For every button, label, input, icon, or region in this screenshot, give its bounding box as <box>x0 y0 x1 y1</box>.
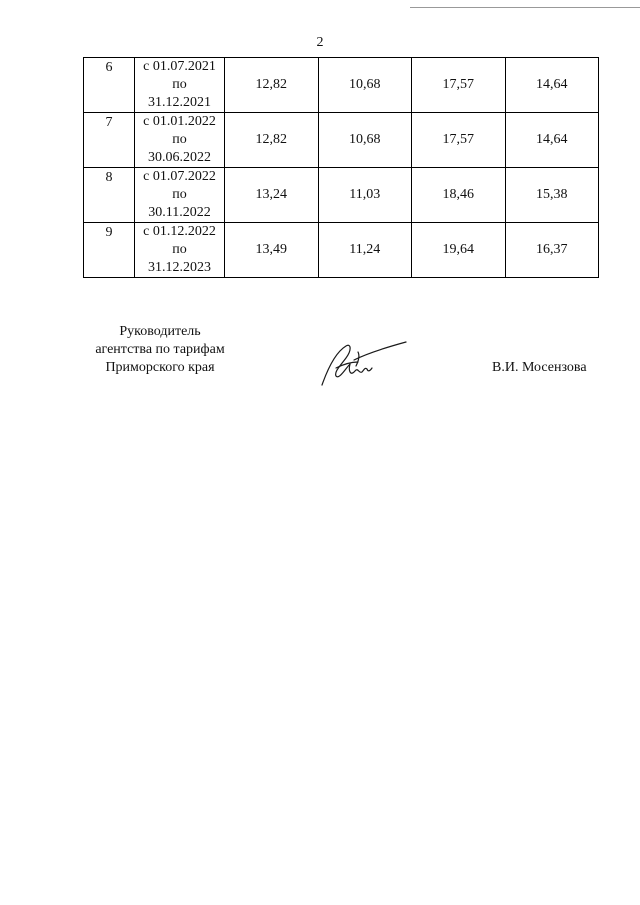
period-line: по <box>172 187 187 202</box>
tariff-value-cell: 14,64 <box>505 58 599 113</box>
period-line: 30.06.2022 <box>148 150 211 165</box>
period-line: по <box>172 242 187 257</box>
table-row <box>84 223 599 278</box>
tariff-value-cell: 15,38 <box>505 168 599 223</box>
tariff-value-cell: 13,49 <box>225 223 319 278</box>
table-row <box>84 58 599 113</box>
row-number-cell: 8 <box>84 168 135 223</box>
period-line: по <box>172 77 187 92</box>
signatory-title-line: Приморского края <box>105 360 215 375</box>
period-line: 31.12.2021 <box>148 95 211 110</box>
row-number-cell: 6 <box>84 58 135 113</box>
tariff-value-cell: 10,68 <box>318 113 412 168</box>
tariff-table <box>83 57 599 278</box>
period-line: с 01.07.2022 <box>143 169 216 184</box>
signatory-title-line: Руководитель <box>119 324 201 339</box>
period-line: 31.12.2023 <box>148 260 211 275</box>
scan-edge-line <box>410 7 640 8</box>
table-row <box>84 168 599 223</box>
signatory-title-line: агентства по тарифам <box>95 342 225 357</box>
tariff-value-cell: 14,64 <box>505 113 599 168</box>
tariff-value-cell: 19,64 <box>412 223 506 278</box>
tariff-value-cell: 17,57 <box>412 58 506 113</box>
tariff-value-cell: 16,37 <box>505 223 599 278</box>
tariff-value-cell: 13,24 <box>225 168 319 223</box>
handwritten-signature <box>318 338 410 390</box>
tariff-value-cell: 17,57 <box>412 113 506 168</box>
period-line: 30.11.2022 <box>148 205 211 220</box>
period-cell <box>135 223 225 278</box>
page-number: 2 <box>316 35 324 50</box>
period-line: по <box>172 132 187 147</box>
tariff-value-cell: 11,03 <box>318 168 412 223</box>
period-line: с 01.12.2022 <box>143 224 216 239</box>
tariff-table-body <box>84 58 599 278</box>
row-number-cell: 9 <box>84 223 135 278</box>
period-cell <box>135 168 225 223</box>
tariff-value-cell: 12,82 <box>225 113 319 168</box>
signatory-title <box>80 323 240 377</box>
period-line: с 01.01.2022 <box>143 114 216 129</box>
table-row <box>84 113 599 168</box>
period-cell <box>135 58 225 113</box>
period-line: с 01.07.2021 <box>143 59 216 74</box>
signatory-name: В.И. Мосензова <box>492 360 587 375</box>
row-number-cell: 7 <box>84 113 135 168</box>
tariff-value-cell: 11,24 <box>318 223 412 278</box>
period-cell <box>135 113 225 168</box>
tariff-value-cell: 12,82 <box>225 58 319 113</box>
tariff-value-cell: 18,46 <box>412 168 506 223</box>
tariff-value-cell: 10,68 <box>318 58 412 113</box>
